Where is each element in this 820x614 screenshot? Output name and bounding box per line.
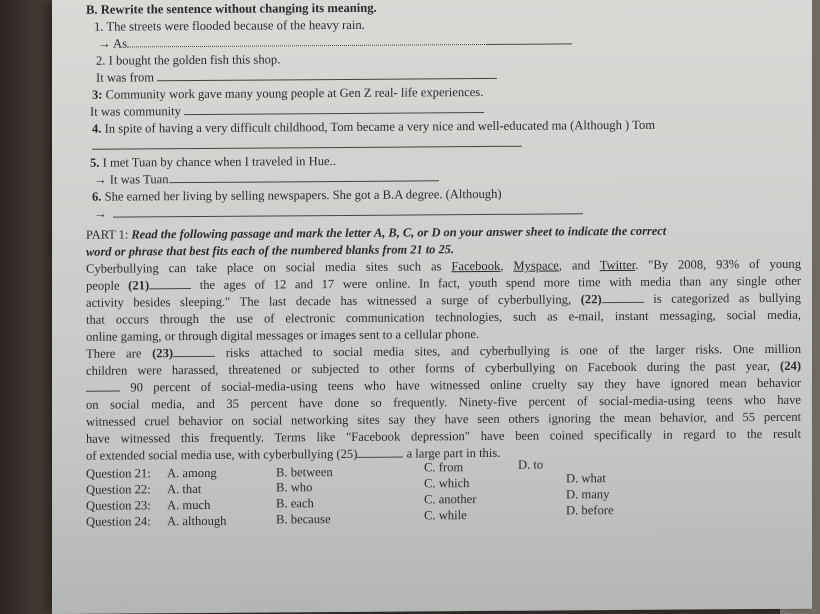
passage-p12a: of extended social media use, with cyberbullying	[86, 447, 334, 463]
q23-label: Question 23:	[86, 498, 151, 513]
q24-option-a[interactable]: A. although	[167, 513, 227, 529]
item-3-answer-start: It was community	[90, 104, 181, 119]
item-2-answer-start: It was from	[96, 70, 155, 85]
passage-line-11: have witnessed this frequently. Terms like "Facebook depression" have been coined specifically in regard to the result	[86, 426, 801, 446]
item-1-answer-blank[interactable]	[127, 44, 487, 48]
part1-instruction-2: word or phrase that best fits each of the numbered blanks from 21 to 25.	[86, 242, 454, 259]
blank-24-label: (24)	[780, 358, 802, 373]
q22-option-c[interactable]: C. which	[424, 476, 470, 491]
blank-21[interactable]	[149, 288, 191, 289]
item-2-num: 2.	[96, 53, 106, 68]
passage-p8: 90 percent of social-media-using teens who have witnessed online cruelty say they have ignored mean behavior	[130, 375, 802, 395]
item-1-answer-blank-end[interactable]	[487, 43, 572, 45]
q21-option-c[interactable]: C. from	[424, 460, 464, 475]
blank-24[interactable]	[86, 391, 120, 392]
item-5-answer-start: → It was Tuan	[94, 172, 169, 187]
passage-line-4: that occurs through the use of electronic communication technologies, such as e-mail, instant messaging, social media,	[86, 307, 801, 327]
q23-option-b[interactable]: B. each	[276, 496, 314, 511]
passage-p7a: children were harassed, threatened or subjected to other forms of cyberbullying on Facebook during the past year,	[86, 358, 770, 378]
item-6-answer-start: →	[94, 206, 107, 221]
item-3-answer-blank[interactable]	[184, 112, 484, 115]
item-5-num: 5.	[90, 155, 100, 170]
item-4-answer-blank[interactable]	[92, 146, 522, 150]
q23-option-c[interactable]: C. another	[424, 492, 477, 507]
section-b-heading: B. Rewrite the sentence without changing its meaning.	[86, 0, 377, 17]
passage-p1: Cyberbullying can take place on social media sites such as	[86, 259, 442, 276]
link-myspace: Myspace	[513, 258, 559, 273]
link-facebook: Facebook	[451, 258, 501, 274]
passage-line-9: on social media, and 35 percent have done so frequently. Ninety-five percent of social-media-using teens who have	[86, 392, 801, 412]
blank-23[interactable]	[173, 356, 215, 357]
q24-option-b[interactable]: B. because	[276, 512, 331, 527]
q22-option-b[interactable]: B. who	[276, 480, 313, 495]
passage-p12b: a large part in this.	[406, 445, 501, 461]
item-1-answer-start: → As	[98, 36, 128, 51]
item-4-num: 4.	[92, 121, 102, 136]
blank-22[interactable]	[602, 302, 644, 303]
item-6-answer-blank[interactable]	[113, 213, 583, 217]
blank-22-label: (22)	[580, 292, 602, 307]
passage-p2b: the ages of 12 and 17 were online. In fact, youth spend more time with media than any single other	[199, 273, 801, 292]
q22-option-a[interactable]: A. that	[167, 481, 202, 497]
q21-option-d[interactable]: D. to	[518, 457, 544, 472]
q22-label: Question 22:	[86, 482, 151, 497]
blank-21-label: (21)	[128, 278, 150, 293]
blank-25-label: (25)	[336, 446, 358, 462]
item-5-answer-blank[interactable]	[169, 180, 439, 183]
q21-option-a[interactable]: A. among	[167, 465, 217, 481]
item-1-num: 1.	[94, 19, 104, 34]
passage-line-10: witnessed cruel behavior on social networking sites say they have seen others ignoring the mean behavior, and 55 percent	[86, 409, 801, 429]
passage-p6a: There are	[86, 346, 142, 361]
item-3-num: 3:	[92, 87, 103, 102]
blank-25[interactable]	[357, 457, 403, 458]
blank-23-label: (23)	[152, 346, 174, 361]
item-2-answer-blank[interactable]	[157, 78, 497, 81]
passage-p3a: activity besides sleeping." The last decade has witnessed a surge of cyberbullying,	[86, 292, 572, 310]
q23-option-d[interactable]: D. many	[566, 487, 610, 502]
q23-option-a[interactable]: A. much	[167, 497, 211, 513]
item-6-num: 6.	[92, 189, 102, 204]
passage-line-5: online gaming, or through digital messages or images sent to a cellular phone.	[86, 327, 480, 344]
item-2-text: I bought the golden fish this shop.	[108, 52, 281, 68]
item-5-text: I met Tuan by chance when I traveled in Hue..	[102, 154, 336, 170]
q24-label: Question 24:	[86, 514, 151, 529]
passage-p3b: is categorized as bullying	[653, 290, 801, 306]
worksheet-content	[86, 0, 801, 530]
answer-options	[86, 457, 801, 530]
item-6-text: She earned her living by selling newspapers. She got a B.A degree. (Although)	[104, 186, 502, 204]
q24-option-d[interactable]: D. before	[566, 503, 614, 518]
worksheet-page	[52, 0, 812, 614]
q21-label: Question 21:	[86, 466, 151, 481]
q21-option-b[interactable]: B. between	[276, 465, 333, 480]
passage-line-1: Cyberbullying can take place on social media sites such as Facebook, Myspace, and Twitter. "By 2008, 93% of young	[86, 256, 802, 276]
part1-instruction-1: Read the following passage and mark the letter A, B, C, or D on your answer sheet to indicate the correct	[131, 223, 667, 242]
item-1-text: The streets were flooded because of the heavy rain.	[106, 17, 365, 34]
q22-option-d[interactable]: D. what	[566, 471, 606, 486]
item-4-text: In spite of having a very difficult childhood, Tom became a very nice and well-educated ma (Although ) Tom	[104, 117, 656, 136]
passage-p1b: . "By 2008, 93% of young	[635, 256, 802, 272]
passage-p2a: people	[86, 278, 120, 293]
part1-label: PART 1:	[86, 227, 129, 242]
q24-option-c[interactable]: C. while	[424, 508, 467, 523]
passage-p6b: risks attached to social media sites, and cyberbullying is one of the larger risks. One million	[225, 341, 801, 360]
item-3-text: Community work gave many young people at Gen Z real- life experiences.	[105, 84, 484, 102]
link-twitter: Twitter	[599, 257, 636, 273]
